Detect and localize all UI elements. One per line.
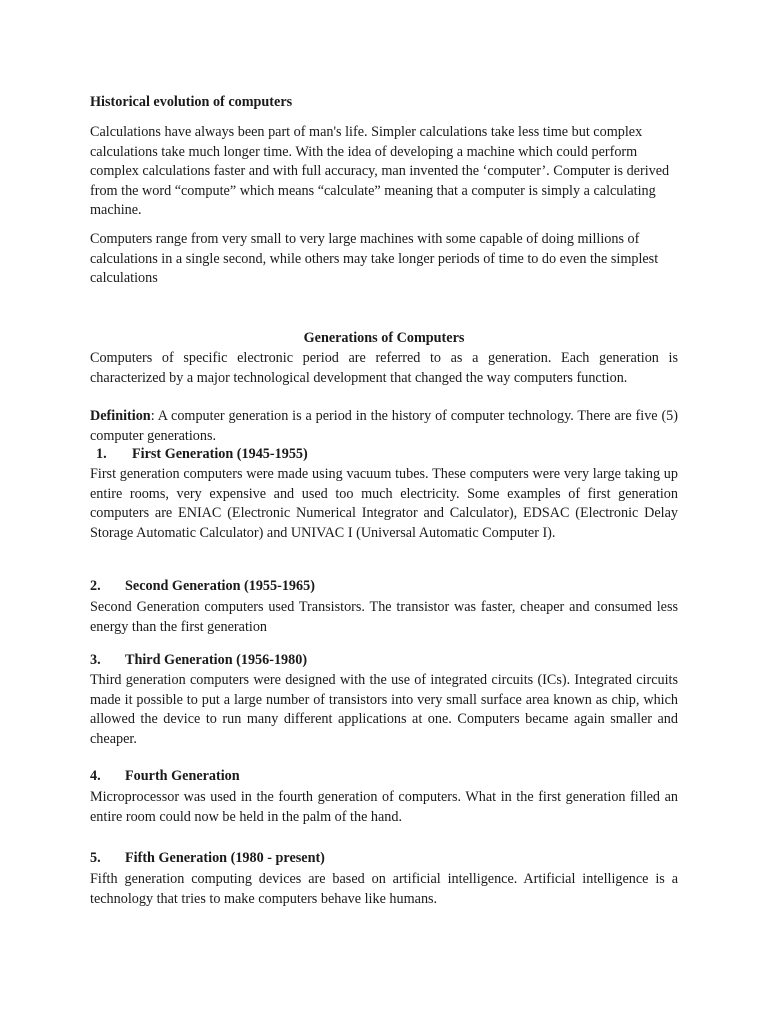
generation-4-body: Microprocessor was used in the fourth generation of computers. What in the first generation filled an entire room could now be held in the palm of the hand.: [90, 789, 678, 825]
definition-text: : A computer generation is a period in the history of computer technology. There are five (5) computer generations.: [90, 408, 678, 444]
generations-intro: Computers of specific electronic period are referred to as a generation. Each generation is characterized by a major technological development that changed the way computers function.: [90, 350, 678, 386]
generation-4-heading: [90, 767, 678, 787]
generation-5-heading: [90, 849, 678, 869]
intro-paragraph-2: Computers range from very small to very large machines with some capable of doing millions of calculations in a single second, while others may take longer periods of time to do even the simplest calculations: [90, 231, 659, 286]
generation-1-heading: [96, 445, 684, 465]
generation-2-heading: [90, 577, 678, 597]
generation-4-number: 4.: [90, 768, 101, 784]
generation-1-body: First generation computers were made using vacuum tubes. These computers were very large taking up entire rooms, very expensive and used too much electricity. Some examples of first generation computers are ENIAC (Electronic Numerical Integrator and Calculator), EDSAC (Electronic Delay Storage Automatic Calculator) and UNIVAC I (Universal Automatic Computer I).: [90, 466, 678, 541]
intro-paragraph-1: Calculations have always been part of man's life. Simpler calculations take less time but complex calculations take much longer time. With the idea of developing a machine which could perform complex calculations faster and with full accuracy, man invented the ‘computer’. Computer is derived from the word “compute” which means “calculate” meaning that a computer is simply a calculating machine.: [90, 124, 670, 218]
generation-3-heading: [90, 651, 678, 671]
document-title: Historical evolution of computers: [90, 94, 293, 110]
definition-paragraph: [90, 407, 678, 446]
definition-label: Definition: [90, 408, 151, 424]
generation-5-title: Fifth Generation (1980 - present): [125, 850, 325, 866]
generation-3-number: 3.: [90, 652, 101, 668]
generation-3-title: Third Generation (1956-1980): [125, 652, 308, 668]
generation-2-body: Second Generation computers used Transistors. The transistor was faster, cheaper and consumed less energy than the first generation: [90, 599, 678, 635]
generation-1-title: First Generation (1945-1955): [132, 446, 308, 462]
generation-4-title: Fourth Generation: [125, 768, 240, 784]
generation-3-body: Third generation computers were designed with the use of integrated circuits (ICs). Integrated circuits made it possible to put a large number of transistors into very small surface area known as chip, which allowed the device to run many different applications at one. Computers became again smaller and cheaper.: [90, 672, 678, 747]
generation-5-number: 5.: [90, 850, 101, 866]
generation-2-title: Second Generation (1955-1965): [125, 578, 315, 594]
generation-1-number: 1.: [96, 446, 107, 462]
generation-2-number: 2.: [90, 578, 101, 594]
generations-heading: Generations of Computers: [303, 330, 465, 346]
generation-5-body: Fifth generation computing devices are based on artificial intelligence. Artificial intelligence is a technology that tries to make computers behave like humans.: [90, 871, 678, 907]
